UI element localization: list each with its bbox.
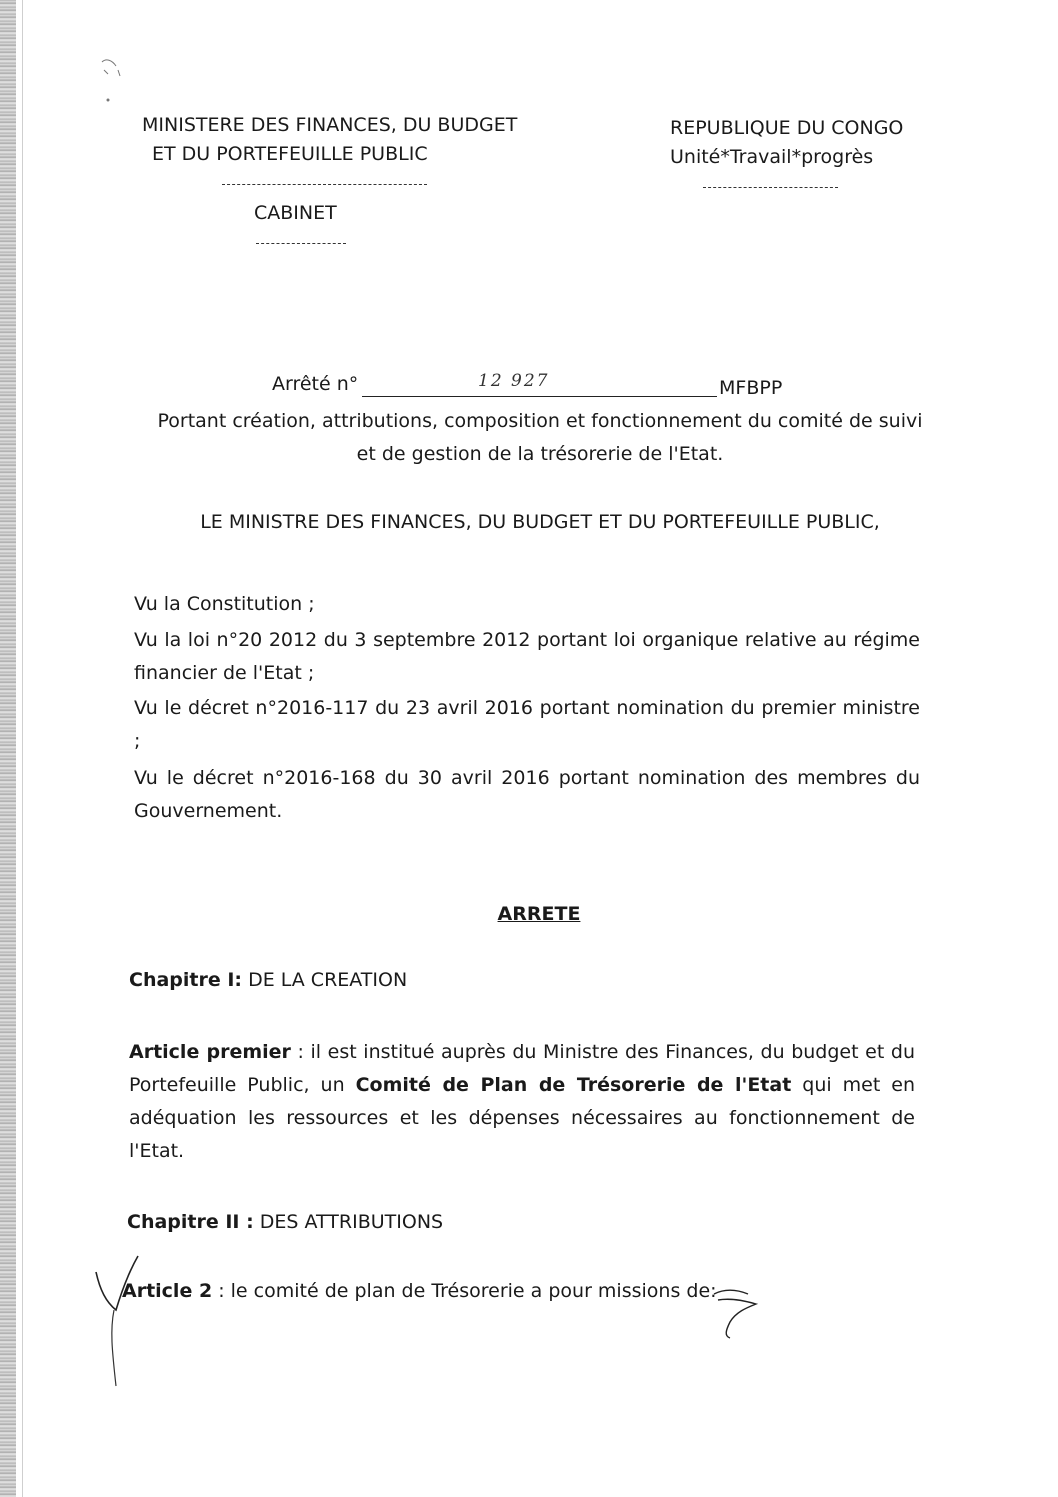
ministry-line-2: ET DU PORTEFEUILLE PUBLIC bbox=[152, 143, 428, 165]
chapter-1-label: Chapitre I: bbox=[129, 969, 243, 991]
republic-motto: Unité*Travail*progrès bbox=[670, 146, 874, 168]
decree-subject-line-1: Portant création, attributions, composition et fonctionnement du comité de suivi bbox=[157, 410, 923, 432]
article-1-committee-name: Comité de Plan de Trésorerie de l'Etat bbox=[355, 1074, 792, 1096]
header-separator-left bbox=[222, 184, 427, 185]
scan-speck bbox=[98, 56, 128, 106]
handwritten-paraphe bbox=[708, 1282, 768, 1342]
cabinet-label: CABINET bbox=[254, 202, 337, 224]
visa-decree-government: Vu le décret n°2016-168 du 30 avril 2016 portant nomination des membres du Gouvernement. bbox=[134, 767, 920, 822]
decree-number: 12 927 bbox=[478, 371, 550, 391]
visa-decree-prime-minister: Vu le décret n°2016-117 du 23 avril 2016 portant nomination du premier ministre ; bbox=[134, 697, 920, 752]
arrete-heading: ARRETE bbox=[497, 903, 581, 925]
scan-edge-artifact bbox=[0, 0, 16, 1497]
chapter-2-label: Chapitre II : bbox=[127, 1211, 254, 1233]
decree-subject-line-2: et de gestion de la trésorerie de l'Etat. bbox=[356, 443, 724, 465]
header-separator-right bbox=[703, 187, 838, 188]
article-1 bbox=[129, 1036, 915, 1168]
republic-title: REPUBLIQUE DU CONGO bbox=[670, 117, 904, 139]
visa-organic-law: Vu la loi n°20 2012 du 3 septembre 2012 portant loi organique relative au régime financier de l'Etat ; bbox=[134, 629, 920, 684]
handwritten-initial-mark bbox=[86, 1250, 146, 1390]
scan-edge-line bbox=[22, 0, 23, 1497]
chapter-2-heading bbox=[127, 1210, 443, 1234]
article-2 bbox=[122, 1279, 717, 1303]
article-1-text-b: qui met en adéquation les ressources et les dépenses nécessaires au fonctionnement de l'Etat. bbox=[129, 1074, 915, 1162]
chapter-2-title: DES ATTRIBUTIONS bbox=[259, 1211, 444, 1233]
ministry-line-1: MINISTERE DES FINANCES, DU BUDGET bbox=[142, 114, 518, 136]
cabinet-separator bbox=[256, 243, 346, 244]
issuing-authority: LE MINISTRE DES FINANCES, DU BUDGET ET DU PORTEFEUILLE PUBLIC, bbox=[200, 511, 880, 533]
decree-suffix: MFBPP bbox=[719, 377, 783, 399]
article-2-text: : le comité de plan de Trésorerie a pour missions de: bbox=[212, 1280, 717, 1302]
article-1-label: Article premier bbox=[129, 1041, 291, 1063]
chapter-1-title: DE LA CREATION bbox=[248, 969, 408, 991]
chapter-1-heading bbox=[129, 968, 407, 992]
article-2-label: Article 2 bbox=[122, 1280, 213, 1302]
decree-prefix: Arrêté n° bbox=[272, 373, 359, 395]
visa-constitution: Vu la Constitution ; bbox=[134, 593, 315, 615]
article-1-text-a: : il est institué auprès du Ministre des Finances, du budget et du Portefeuille Public, un bbox=[129, 1041, 915, 1096]
